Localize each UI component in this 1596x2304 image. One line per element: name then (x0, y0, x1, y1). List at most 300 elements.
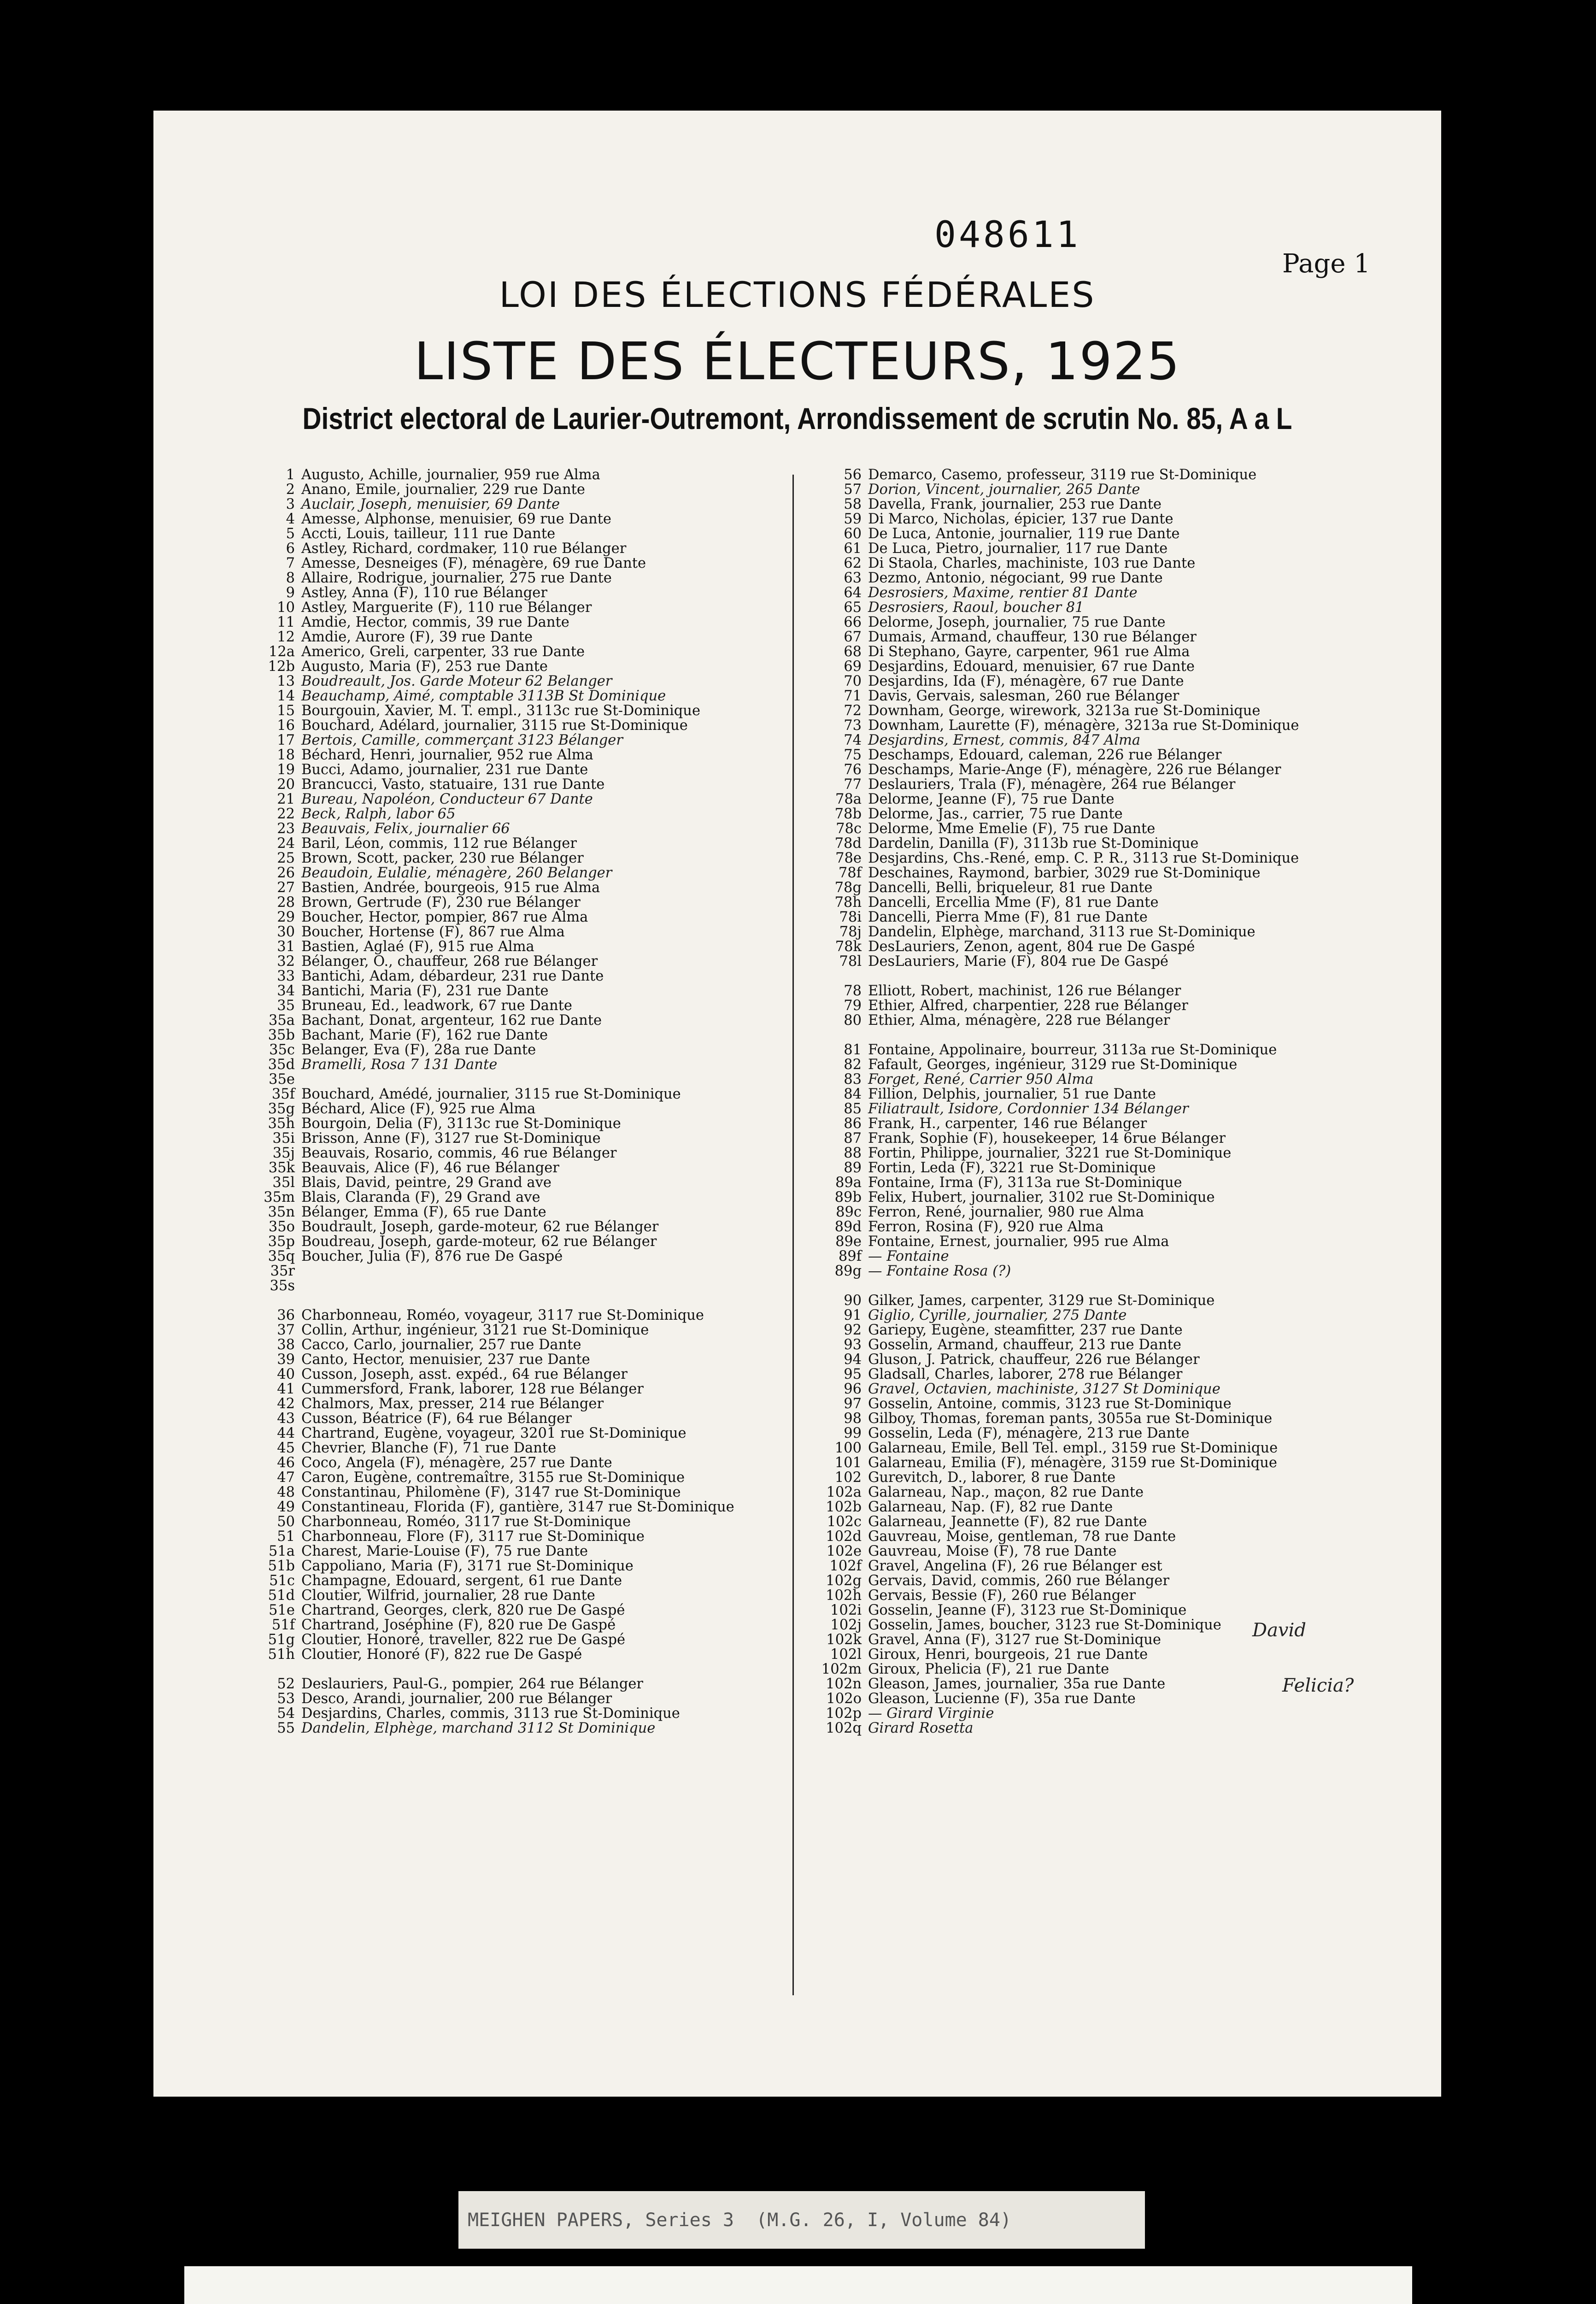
elector-row (239, 777, 865, 792)
elector-number: 39 (277, 1352, 295, 1368)
elector-row (805, 497, 1439, 512)
elector-number: 15 (277, 703, 295, 719)
margin-note-felicia: Felicia? (1282, 1675, 1354, 1696)
elector-entry: Americo, Greli, carpenter, 33 rue Dante (301, 644, 585, 660)
elector-row (239, 954, 865, 969)
elector-number: 102l (830, 1646, 862, 1663)
elector-row (239, 866, 865, 881)
elector-number: 41 (277, 1381, 295, 1397)
elector-number: 6 (286, 541, 295, 557)
elector-number: 93 (844, 1337, 862, 1353)
elector-row (239, 763, 865, 777)
elector-number: 24 (277, 835, 295, 852)
elector-entry: Ferron, Rosina (F), 920 rue Alma (868, 1219, 1104, 1235)
elector-entry: Downham, George, wirework, 3213a rue St-Dominique (868, 703, 1261, 719)
elector-entry: Blais, David, peintre, 29 Grand ave (301, 1175, 552, 1191)
elector-row (239, 1190, 865, 1205)
elector-number: 35q (268, 1248, 295, 1264)
elector-entry: Coco, Angela (F), ménagère, 257 rue Dante (301, 1455, 612, 1471)
elector-row (805, 556, 1439, 571)
elector-number: 35r (270, 1263, 295, 1279)
elector-entry: Gervais, David, commis, 260 rue Bélanger (868, 1573, 1169, 1589)
elector-number: 30 (277, 924, 295, 940)
elector-row (239, 1441, 865, 1456)
handwritten-entry: Auclair, Joseph, menuisier, 69 Dante (301, 496, 560, 512)
elector-row (239, 895, 865, 910)
elector-row (805, 1117, 1439, 1131)
elector-row (239, 1470, 865, 1485)
elector-row (805, 1618, 1439, 1633)
elector-number: 81 (844, 1042, 862, 1058)
handwritten-entry: Boudreault, Jos. Garde Moteur 62 Belanger (301, 673, 612, 689)
elector-entry: Amesse, Desneiges (F), ménagère, 69 rue Dante (301, 555, 646, 571)
elector-number: 37 (277, 1322, 295, 1338)
elector-number: 102h (826, 1587, 862, 1604)
elector-number: 12a (269, 644, 295, 660)
elector-row (805, 1367, 1439, 1382)
elector-number: 55 (277, 1720, 295, 1736)
elector-row (805, 763, 1439, 777)
elector-row (239, 689, 865, 704)
elector-row (239, 659, 865, 674)
section-gap (239, 1662, 865, 1677)
elector-number: 94 (844, 1352, 862, 1368)
elector-number: 12b (268, 658, 295, 675)
elector-row (805, 1161, 1439, 1176)
elector-row (805, 1485, 1439, 1500)
elector-number: 49 (277, 1499, 295, 1515)
elector-row (239, 1249, 865, 1264)
elector-entry: Gluson, J. Patrick, chauffeur, 226 rue Bélanger (868, 1352, 1200, 1368)
elector-row (805, 1588, 1439, 1603)
elector-entry: Chartrand, Georges, clerk, 820 rue De Gaspé (301, 1602, 625, 1618)
elector-entry: Brisson, Anne (F), 3127 rue St-Dominique (301, 1130, 601, 1146)
document-number: 048611 (934, 214, 1081, 256)
handwritten-entry: — Fontaine (868, 1248, 949, 1264)
handwritten-entry: Dandelin, Elphège, marchand 3112 St Dominique (301, 1720, 656, 1736)
elector-entry: Bouchard, Adélard, journalier, 3115 rue St-Dominique (301, 717, 688, 734)
elector-number: 36 (277, 1307, 295, 1323)
elector-entry: Beauvais, Rosario, commis, 46 rue Bélanger (301, 1145, 617, 1161)
elector-number: 63 (844, 570, 862, 586)
elector-number: 18 (277, 747, 295, 763)
elector-row (805, 482, 1439, 497)
elector-row (239, 571, 865, 586)
elector-entry: Bruneau, Ed., leadwork, 67 rue Dante (301, 998, 572, 1014)
elector-number: 98 (844, 1411, 862, 1427)
elector-number: 51e (269, 1602, 295, 1618)
elector-row (805, 1338, 1439, 1352)
elector-entry: Dandelin, Elphège, marchand, 3113 rue St-Dominique (868, 924, 1256, 940)
elector-number: 34 (277, 983, 295, 999)
elector-number: 45 (277, 1440, 295, 1456)
elector-entry: Cloutier, Honoré (F), 822 rue De Gaspé (301, 1646, 582, 1663)
elector-entry: Gosselin, James, boucher, 3123 rue St-Dominique (868, 1617, 1221, 1633)
elector-entry: Collin, Arthur, ingénieur, 3121 rue St-Dominique (301, 1322, 649, 1338)
elector-number: 35j (272, 1145, 295, 1161)
elector-number: 100 (834, 1440, 862, 1456)
elector-row (239, 1603, 865, 1618)
elector-entry: Delorme, Jas., carrier, 75 rue Dante (868, 806, 1123, 822)
elector-number: 13 (277, 673, 295, 689)
elector-row (239, 925, 865, 940)
elector-number: 83 (844, 1071, 862, 1087)
handwritten-entry: Beaudoin, Eulalie, ménagère, 260 Belanger (301, 865, 612, 881)
elector-number: 8 (286, 570, 295, 586)
elector-row (805, 1382, 1439, 1397)
elector-row (805, 954, 1439, 969)
elector-number: 73 (844, 717, 862, 734)
elector-entry: Fortin, Philippe, journalier, 3221 rue St-Dominique (868, 1145, 1232, 1161)
elector-entry: Frank, Sophie (F), housekeeper, 14 6rue Bélanger (868, 1130, 1226, 1146)
elector-entry: Gravel, Angelina (F), 26 rue Bélanger est (868, 1558, 1162, 1574)
elector-row (239, 1131, 865, 1146)
elector-row (239, 1146, 865, 1161)
elector-entry: Boudrault, Joseph, garde-moteur, 62 rue Bélanger (301, 1219, 659, 1235)
elector-number: 67 (844, 629, 862, 645)
elector-entry: Di Staola, Charles, machiniste, 103 rue Dante (868, 555, 1196, 571)
elector-row (239, 1013, 865, 1028)
elector-row (239, 1352, 865, 1367)
elector-entry: Béchard, Henri, journalier, 952 rue Alma (301, 747, 593, 763)
elector-row (239, 1706, 865, 1721)
elector-number: 53 (277, 1691, 295, 1707)
elector-row (805, 704, 1439, 718)
elector-entry: Beauvais, Alice (F), 46 rue Bélanger (301, 1160, 559, 1176)
elector-number: 89b (834, 1189, 862, 1205)
elector-number: 69 (844, 658, 862, 675)
elector-row (239, 1485, 865, 1500)
handwritten-entry: Dorion, Vincent, journalier, 265 Dante (868, 482, 1140, 498)
elector-row (239, 910, 865, 925)
elector-entry: Dumais, Armand, chauffeur, 130 rue Bélanger (868, 629, 1197, 645)
elector-number: 51b (268, 1558, 295, 1574)
elector-entry: Gilboy, Thomas, foreman pants, 3055a rue St-Dominique (868, 1411, 1273, 1427)
elector-number: 2 (286, 482, 295, 498)
elector-number: 78d (834, 835, 862, 852)
elector-entry: Ethier, Alfred, charpentier, 228 rue Bélanger (868, 998, 1188, 1014)
elector-row (239, 512, 865, 527)
elector-number: 35b (268, 1027, 295, 1043)
elector-number: 51a (269, 1543, 295, 1559)
elector-entry: Gosselin, Leda (F), ménagère, 213 rue Dante (868, 1425, 1190, 1441)
elector-row (805, 984, 1439, 999)
elector-number: 102a (826, 1484, 862, 1500)
elector-entry: Cusson, Béatrice (F), 64 rue Bélanger (301, 1411, 572, 1427)
elector-number: 87 (844, 1130, 862, 1146)
elector-number: 102q (826, 1720, 862, 1736)
elector-number: 12 (277, 629, 295, 645)
elector-entry: Dezmo, Antonio, négociant, 99 rue Dante (868, 570, 1163, 586)
elector-number: 26 (277, 865, 295, 881)
elector-row (805, 571, 1439, 586)
elector-row (805, 733, 1439, 748)
elector-entry: Bélanger, O., chauffeur, 268 rue Bélanger (301, 953, 598, 970)
elector-entry: Cummersford, Frank, laborer, 128 rue Bélanger (301, 1381, 644, 1397)
elector-number: 89a (835, 1175, 862, 1191)
elector-row (805, 777, 1439, 792)
elector-entry: Elliott, Robert, machinist, 126 rue Bélanger (868, 983, 1181, 999)
elector-entry: Constantinau, Philomène (F), 3147 rue St-Dominique (301, 1484, 681, 1500)
elector-number: 54 (277, 1705, 295, 1722)
elector-row (805, 1647, 1439, 1662)
elector-number: 27 (277, 880, 295, 896)
elector-row (805, 1043, 1439, 1058)
elector-number: 43 (277, 1411, 295, 1427)
elector-number: 102g (826, 1573, 862, 1589)
elector-number: 59 (844, 511, 862, 527)
elector-entry: Di Stephano, Gayre, carpenter, 961 rue Alma (868, 644, 1190, 660)
elector-row (239, 748, 865, 763)
section-gap (805, 969, 1439, 984)
elector-entry: Chalmors, Max, presser, 214 rue Bélanger (301, 1396, 604, 1412)
right-column (805, 468, 1439, 1736)
elector-row (239, 807, 865, 822)
elector-entry: Gariepy, Eugène, steamfitter, 237 rue Dante (868, 1322, 1183, 1338)
elector-entry: Chevrier, Blanche (F), 71 rue Dante (301, 1440, 557, 1456)
elector-row (239, 600, 865, 615)
elector-entry: Bantichi, Adam, débardeur, 231 rue Dante (301, 968, 604, 984)
elector-entry: Gosselin, Armand, chauffeur, 213 rue Dante (868, 1337, 1181, 1353)
elector-row (239, 1559, 865, 1574)
elector-entry: Augusto, Achille, journalier, 959 rue Alma (301, 468, 600, 483)
elector-row (805, 512, 1439, 527)
elector-number: 78c (836, 821, 862, 837)
handwritten-entry: — Girard Virginie (868, 1705, 994, 1722)
elector-number: 65 (844, 600, 862, 616)
elector-row (805, 1721, 1439, 1736)
elector-entry: Bastien, Aglaé (F), 915 rue Alma (301, 939, 534, 955)
elector-number: 78k (835, 939, 862, 955)
elector-number: 78a (835, 791, 862, 807)
elector-number: 56 (844, 468, 862, 483)
elector-entry: Gleason, James, journalier, 35a rue Dante (868, 1676, 1166, 1692)
elector-number: 35f (271, 1086, 295, 1102)
elector-entry: Delorme, Joseph, journalier, 75 rue Dante (868, 614, 1166, 630)
elector-entry: Gravel, Anna (F), 3127 rue St-Dominique (868, 1632, 1161, 1648)
elector-entry: Frank, H., carpenter, 146 rue Bélanger (868, 1116, 1147, 1132)
elector-number: 79 (844, 998, 862, 1014)
handwritten-entry: Forget, René, Carrier 950 Alma (868, 1071, 1094, 1087)
elector-number: 86 (844, 1116, 862, 1132)
elector-entry: Deslauriers, Trala (F), ménagère, 264 rue Bélanger (868, 776, 1236, 793)
elector-number: 50 (277, 1514, 295, 1530)
elector-number: 17 (277, 732, 295, 748)
elector-row (805, 1574, 1439, 1588)
elector-number: 102b (826, 1499, 862, 1515)
elector-entry: Astley, Anna (F), 110 rue Bélanger (301, 585, 547, 601)
elector-number: 68 (844, 644, 862, 660)
elector-row (805, 718, 1439, 733)
elector-number: 102n (826, 1676, 862, 1692)
elector-entry: Desjardins, Ida (F), ménagère, 67 rue Dante (868, 673, 1184, 689)
law-heading: LOI DES ÉLECTIONS FÉDÉRALES (499, 274, 1096, 315)
elector-number: 21 (277, 791, 295, 807)
elector-row (239, 527, 865, 541)
elector-row (239, 1323, 865, 1338)
elector-entry: Desco, Arandi, journalier, 200 rue Bélanger (301, 1691, 612, 1707)
elector-entry: Bourgouin, Xavier, M. T. empl., 3113c rue St-Dominique (301, 703, 701, 719)
handwritten-entry: Girard Rosetta (868, 1720, 974, 1736)
elector-number: 91 (844, 1307, 862, 1323)
elector-entry: Champagne, Edouard, sergent, 61 rue Dante (301, 1573, 622, 1589)
elector-entry: Fontaine, Irma (F), 3113a rue St-Dominique (868, 1175, 1182, 1191)
elector-entry: Bucci, Adamo, journalier, 231 rue Dante (301, 762, 588, 778)
elector-entry: Constantineau, Florida (F), gantière, 3147 rue St-Dominique (301, 1499, 734, 1515)
elector-row (805, 1072, 1439, 1087)
elector-entry: Deschamps, Edouard, caleman, 226 rue Bélanger (868, 747, 1222, 763)
elector-number: 57 (844, 482, 862, 498)
elector-row (805, 600, 1439, 615)
elector-number: 22 (277, 806, 295, 822)
elector-number: 58 (844, 496, 862, 512)
elector-row (239, 482, 865, 497)
elector-number: 102d (826, 1528, 862, 1545)
elector-number: 51g (268, 1632, 295, 1648)
elector-entry: Gilker, James, carpenter, 3129 rue St-Dominique (868, 1293, 1215, 1309)
elector-row (805, 1500, 1439, 1515)
elector-number: 23 (277, 821, 295, 837)
elector-row (239, 999, 865, 1013)
elector-row (805, 748, 1439, 763)
elector-number: 102e (826, 1543, 862, 1559)
elector-row (805, 1352, 1439, 1367)
elector-entry: Di Marco, Nicholas, épicier, 137 rue Dante (868, 511, 1174, 527)
elector-number: 35n (268, 1204, 295, 1220)
elector-number: 10 (277, 600, 295, 616)
elector-entry: Boucher, Hector, pompier, 867 rue Alma (301, 909, 588, 925)
margin-note-david: David (1252, 1620, 1306, 1641)
elector-entry: Canto, Hector, menuisier, 237 rue Dante (301, 1352, 590, 1368)
column-divider (792, 475, 794, 1995)
elector-entry: Gauvreau, Moise, gentleman, 78 rue Dante (868, 1528, 1176, 1545)
elector-entry: DesLauriers, Zenon, agent, 804 rue De Gaspé (868, 939, 1195, 955)
elector-row (805, 586, 1439, 600)
elector-row (239, 836, 865, 851)
page-title: LISTE DES ÉLECTEURS, 1925 (414, 332, 1181, 392)
elector-number: 101 (834, 1455, 862, 1471)
elector-row (805, 851, 1439, 866)
elector-row (239, 556, 865, 571)
elector-row (239, 541, 865, 556)
elector-row (805, 1515, 1439, 1529)
elector-entry: Galarneau, Emilia (F), ménagère, 3159 rue St-Dominique (868, 1455, 1277, 1471)
elector-entry: Amdie, Aurore (F), 39 rue Dante (301, 629, 533, 645)
elector-number: 35d (268, 1057, 295, 1073)
elector-entry: Gauvreau, Moise (F), 78 rue Dante (868, 1543, 1117, 1559)
elector-row (805, 1013, 1439, 1028)
elector-row (239, 1338, 865, 1352)
elector-entry: Giroux, Henri, bourgeois, 21 rue Dante (868, 1646, 1148, 1663)
elector-entry: Dancelli, Pierra Mme (F), 81 rue Dante (868, 909, 1148, 925)
elector-entry: Chartrand, Eugène, voyageur, 3201 rue St-Dominique (301, 1425, 687, 1441)
elector-row (805, 792, 1439, 807)
elector-row (239, 1500, 865, 1515)
elector-row (239, 1588, 865, 1603)
elector-row (805, 925, 1439, 940)
elector-entry: Charest, Marie-Louise (F), 75 rue Dante (301, 1543, 588, 1559)
elector-entry: Davella, Frank, journalier, 253 rue Dante (868, 496, 1162, 512)
elector-entry: Gladsall, Charles, laborer, 278 rue Bélanger (868, 1366, 1183, 1382)
elector-row (239, 1102, 865, 1117)
elector-number: 74 (844, 732, 862, 748)
elector-row (239, 1234, 865, 1249)
elector-number: 102 (834, 1469, 862, 1486)
elector-number: 1 (286, 468, 295, 483)
elector-row (239, 822, 865, 836)
elector-row (239, 615, 865, 630)
elector-number: 35p (268, 1234, 295, 1250)
elector-number: 77 (844, 776, 862, 793)
elector-number: 14 (277, 688, 295, 704)
elector-number: 89e (835, 1234, 862, 1250)
elector-number: 51d (268, 1587, 295, 1604)
elector-number: 89 (844, 1160, 862, 1176)
elector-entry: Cusson, Joseph, asst. expéd., 64 rue Bélanger (301, 1366, 628, 1382)
elector-row (805, 1470, 1439, 1485)
elector-entry: Boucher, Hortense (F), 867 rue Alma (301, 924, 565, 940)
elector-number: 35o (268, 1219, 295, 1235)
elector-number: 28 (277, 894, 295, 911)
elector-number: 82 (844, 1057, 862, 1073)
reference-strip (458, 2191, 1145, 2249)
elector-entry: Ferron, René, journalier, 980 rue Alma (868, 1204, 1144, 1220)
handwritten-entry: Filiatrault, Isidore, Cordonnier 134 Bélanger (868, 1101, 1189, 1117)
elector-entry: Baril, Léon, commis, 112 rue Bélanger (301, 835, 577, 852)
elector-entry: Amesse, Alphonse, menuisier, 69 rue Dante (301, 511, 611, 527)
elector-number: 84 (844, 1086, 862, 1102)
elector-entry: Amdie, Hector, commis, 39 rue Dante (301, 614, 569, 630)
elector-row (805, 615, 1439, 630)
elector-row (805, 689, 1439, 704)
elector-row (805, 1176, 1439, 1190)
elector-row (239, 1397, 865, 1411)
elector-row (805, 1205, 1439, 1220)
section-gap (239, 1293, 865, 1308)
handwritten-entry: Desrosiers, Raoul, boucher 81 (868, 600, 1084, 616)
elector-row (805, 527, 1439, 541)
elector-row (805, 674, 1439, 689)
elector-entry: Cloutier, Wilfrid, journalier, 28 rue Dante (301, 1587, 595, 1604)
elector-entry: Dardelin, Danilla (F), 3113b rue St-Dominique (868, 835, 1199, 852)
elector-entry: Brown, Gertrude (F), 230 rue Bélanger (301, 894, 581, 911)
elector-row (805, 1397, 1439, 1411)
elector-number: 99 (844, 1425, 862, 1441)
elector-row (239, 984, 865, 999)
elector-number: 51 (277, 1528, 295, 1545)
page-number: Page 1 (1282, 249, 1370, 279)
elector-row (239, 630, 865, 645)
elector-entry: Bourgoin, Delia (F), 3113c rue St-Dominique (301, 1116, 621, 1132)
elector-entry: Gosselin, Antoine, commis, 3123 rue St-Dominique (868, 1396, 1232, 1412)
elector-number: 51c (269, 1573, 295, 1589)
elector-number: 102o (826, 1691, 862, 1707)
elector-number: 35i (272, 1130, 295, 1146)
elector-number: 78i (839, 909, 862, 925)
elector-row (239, 645, 865, 659)
elector-number: 97 (844, 1396, 862, 1412)
elector-number: 48 (277, 1484, 295, 1500)
elector-number: 88 (844, 1145, 862, 1161)
elector-entry: Blais, Claranda (F), 29 Grand ave (301, 1189, 540, 1205)
elector-number: 46 (277, 1455, 295, 1471)
elector-entry: Cloutier, Honoré, traveller, 822 rue De Gaspé (301, 1632, 626, 1648)
elector-number: 78j (839, 924, 862, 940)
elector-entry: Bachant, Marie (F), 162 rue Dante (301, 1027, 548, 1043)
elector-entry: Downham, Laurette (F), ménagère, 3213a rue St-Dominique (868, 717, 1299, 734)
elector-number: 5 (286, 526, 295, 542)
elector-row (805, 822, 1439, 836)
